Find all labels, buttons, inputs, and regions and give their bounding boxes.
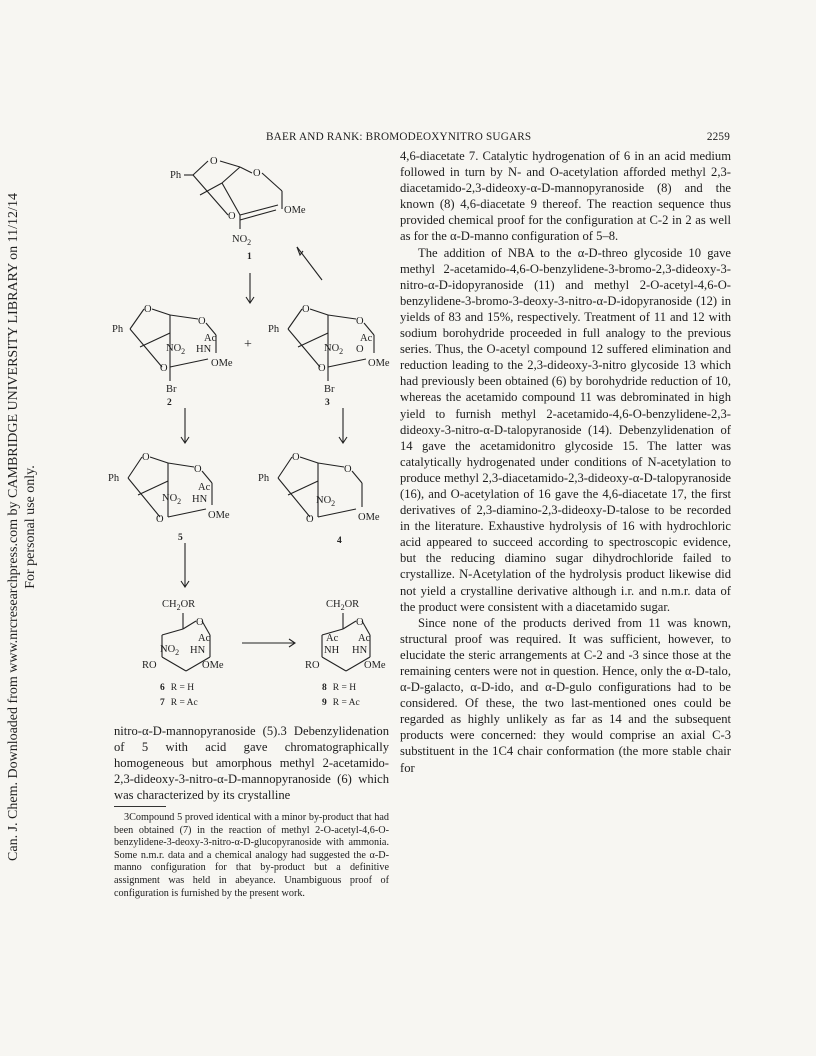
c5-hn-label: HN <box>192 494 208 505</box>
c8-ome-label: OMe <box>364 660 386 671</box>
c1-ome-label: OMe <box>284 205 306 216</box>
c2-ph-label: Ph <box>112 324 124 335</box>
c1-bridge-o-label: O <box>228 211 236 222</box>
compound-6-definition: 6 R = H <box>160 683 195 693</box>
compound-number-3: 3 <box>325 398 330 408</box>
c3-ome-label: OMe <box>368 358 390 369</box>
c8-ch2or-label: $CH_2OR$ <box>326 599 360 612</box>
c8-ac-right-label: Ac <box>358 633 371 644</box>
footnote <box>114 812 389 900</box>
left-column-text <box>114 723 389 803</box>
c2-no2-label: $NO_2$ <box>166 343 186 356</box>
c4-bridge-o-label: O <box>306 514 314 525</box>
c2-hn-label: HN <box>196 344 212 355</box>
c5-ac-label: Ac <box>198 482 211 493</box>
c8-ro-label: RO <box>305 660 320 671</box>
c2-ome-label: OMe <box>211 358 233 369</box>
download-side-note <box>5 187 39 867</box>
c2-br-label: Br <box>166 384 177 395</box>
compound-8-definition: 8 R = H <box>322 683 357 693</box>
c6-ch2or-label: $CH_2OR$ <box>162 599 196 612</box>
c6-ac-label: Ac <box>198 633 211 644</box>
c5-no2-label: $NO_2$ <box>162 493 182 506</box>
running-head: BAER AND RANK: BROMODEOXYNITRO SUGARS <box>266 131 532 143</box>
c4-o-label: O <box>292 452 300 463</box>
right-paragraph-1: 4,6-diacetate 7. Catalytic hydrogenation of 6 in an acid medium followed in turn by N- and O-acetylation afforded methyl 2,3-diacetamido-2,3-dideoxy-α-D-mannopyranoside (8) and the known (8) 4,6-diacetate 9 thereof. The reaction sequence thus provided chemical proof for the configuration at C-2 in 2 as well as for the α-D-manno configuration of 5–8. <box>400 149 731 244</box>
right-column-text <box>400 148 731 776</box>
c6-ome-label: OMe <box>202 660 224 671</box>
c2-ring-o-label: O <box>198 316 206 327</box>
c4-ph-label: Ph <box>258 473 270 484</box>
footnote-rule <box>114 806 166 807</box>
c5-ring-o-label: O <box>194 464 202 475</box>
c2-ac-label: Ac <box>204 333 217 344</box>
c4-ome-label: OMe <box>358 512 380 523</box>
c1-ring-o-label: O <box>253 168 261 179</box>
c3-ring-o-label: O <box>356 316 364 327</box>
footnote-3: 3Compound 5 proved identical with a minor by-product that had been obtained (7) in the reaction of methyl 2-O-acetyl-4,6-O-benzylidene-3-deoxy-3-nitro-α-D-glucopyranoside with ammonia. Some n.m.r. data and a chemical analogy had suggested the α-D-manno configuration for that by-product but a definitive assignment was held in abeyance. Unambiguous proof of configuration is furnished by the present work. <box>114 812 389 899</box>
compound-number-1: 1 <box>247 252 252 262</box>
c3-ac-label: Ac <box>360 333 373 344</box>
c6-hn-label: HN <box>190 645 206 656</box>
c6-ro-label: RO <box>142 660 157 671</box>
c8-nh-label: NH <box>324 645 340 656</box>
c1-o-label: O <box>210 156 218 167</box>
c3-no2-label: $NO_2$ <box>324 343 344 356</box>
side-note-line-1: Can. J. Chem. Downloaded from www.nrcresearchpress.com by CAMBRIDGE UNIVERSITY LIBRARY on 11/12/14 <box>6 193 21 861</box>
compound-number-2: 2 <box>167 398 172 408</box>
c5-o-label: O <box>142 452 150 463</box>
c5-ph-label: Ph <box>108 473 120 484</box>
plus-sign: + <box>244 337 252 352</box>
right-paragraph-2: The addition of NBA to the α-D-threo glycoside 10 gave methyl 2-acetamido-4,6-O-benzylidene-3-bromo-2,3-dideoxy-3-nitro-α-D-idopyranoside (11) and methyl 2-O-acetyl-4,6-O-benzylidene-3-bromo-3-deoxy-3-nitro-α-D-idopyranoside (12) in yields of 83 and 15%, respectively. Treatment of 11 and 12 with sodium borohydride proceeded in full analogy to the previous series. Thus, the O-acetyl compound 12 suffered elimination and reduction leading to the 2,3-dideoxy-3-nitro glycoside 13 which had previously been obtained (6) by borohydride reduction of 10, whereas the acetamido compound 11 was debrominated in high yield to furnish methyl 2-acetamido-4,6-O-benzylidene-2,3-dideoxy-3-nitro-α-D-talopyranoside (14). Debenzylidenation of 14 gave the acetamidonitro glycoside 15. The latter was catalytically hydrogenated under conditions of N-acetylation to produce methyl 2,3-diacetamido-2,3-dideoxy-α-D-talopyranoside (16), and O-acetylation of 16 gave the 4,6-diacetate 17, the first derivatives of 2,3-diamino-2,3-dideoxy-D-talose to be recorded in the literature. Exhaustive hydrolysis of 16 with hydrochloric acid appeared to succeed according to spectroscopic evidence, but the reducing diamino sugar dihydrochloride failed to crystallize. N-Acetylation of the hydrolysis product likewise did not yield a crystalline derivative although i.r. and n.m.r. data of the product were consistent with a diacetamido sugar. <box>400 245 731 614</box>
c6-ring-o-label: O <box>196 617 204 628</box>
c3-br-label: Br <box>324 384 335 395</box>
compound-number-4: 4 <box>337 536 342 546</box>
c1-ph-label: Ph <box>170 170 182 181</box>
c2-o-label: O <box>144 304 152 315</box>
compound-7-definition: 7 R = Ac <box>160 698 198 705</box>
c2-bridge-o-label: O <box>160 363 168 374</box>
c5-ome-label: OMe <box>208 510 230 521</box>
c5-bridge-o-label: O <box>156 514 164 525</box>
reaction-scheme <box>100 145 400 705</box>
c8-hn-label: HN <box>352 645 368 656</box>
c3-o-label: O <box>302 304 310 315</box>
left-paragraph-1: nitro-α-D-mannopyranoside (5).3 Debenzylidenation of 5 with acid gave chromatographically homogeneous but amorphous methyl 2-acetamido-2,3-dideoxy-3-nitro-α-D-mannopyranoside (6) which was characterized by its crystalline <box>114 724 389 803</box>
side-note-line-2: For personal use only. <box>23 465 38 589</box>
c1-no2-label: $NO_2$ <box>232 234 252 247</box>
page-number: 2259 <box>706 131 730 143</box>
compound-9-definition: 9 R = Ac <box>322 698 360 705</box>
right-paragraph-3: Since none of the products derived from 11 was known, structural proof was required. It was sufficient, however, to elucidate the steric arrangements at C-2 and -3 since those at the remaining centers were not in question. Hence, only the α-D-talo, α-D-galacto, α-D-ido, and α-D-gulo configurations had to be considered. Of these, the two last-mentioned ones could be regarded as highly unlikely as far as 14 and the subsequent products were concerned: they would comprise an axial C-3 substituent in the 1C4 chair conformation (the more stable chair for <box>400 615 731 775</box>
c3-ph-label: Ph <box>268 324 280 335</box>
c4-ring-o-label: O <box>344 464 352 475</box>
c3-bridge-o-label: O <box>318 363 326 374</box>
c3-o-ester-label: O <box>356 344 364 355</box>
c4-no2-label: $NO_2$ <box>316 495 336 508</box>
c8-ac-left-label: Ac <box>326 633 339 644</box>
c6-no2-label: $NO_2$ <box>160 644 180 657</box>
compound-number-5: 5 <box>178 533 183 543</box>
c8-ring-o-label: O <box>356 617 364 628</box>
